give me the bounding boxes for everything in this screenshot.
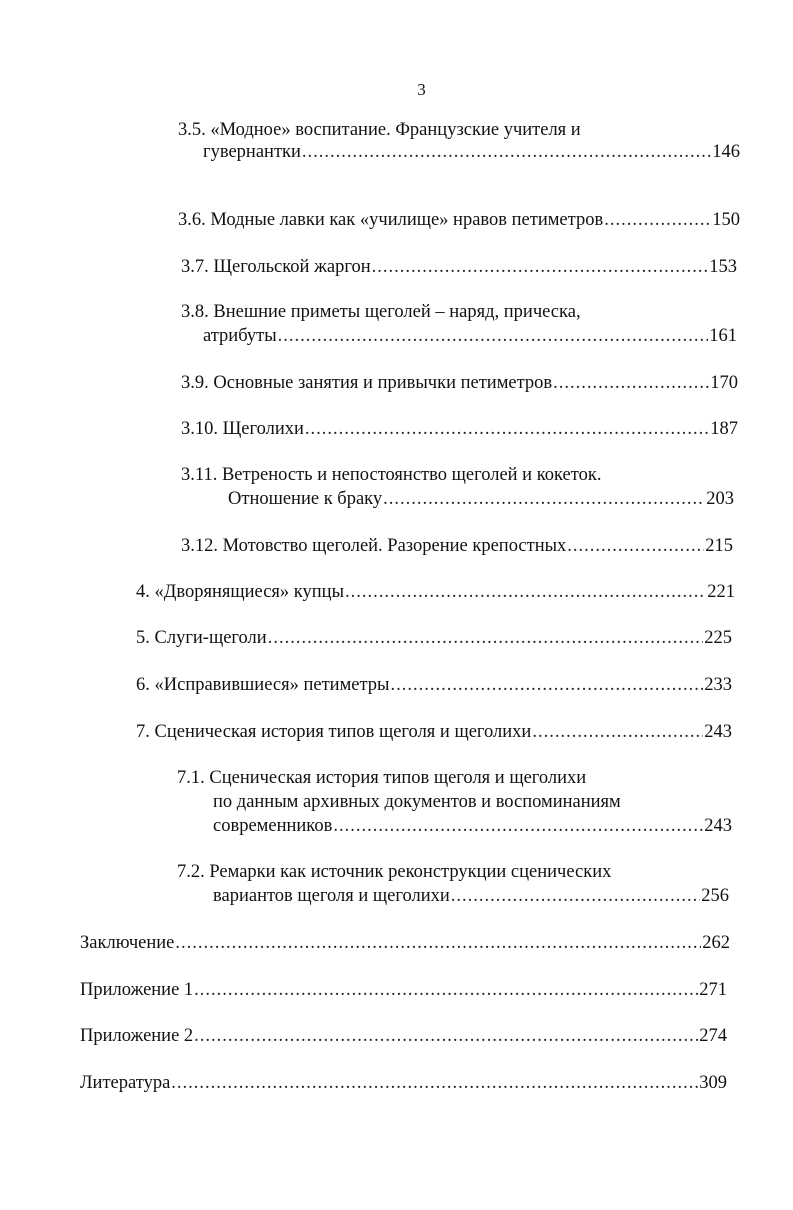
toc-entry-title: 3.9. Основные занятия и привычки петиметров [181,373,553,393]
toc-entry-page: 243 [704,816,732,836]
toc-entry-title: 3.6. Модные лавки как «училище» нравов петиметров [178,210,604,230]
toc-entry-page: 203 [706,489,734,509]
toc-entry-page: 170 [710,373,738,393]
toc-entry-5 [136,626,732,650]
dot-leader [268,626,704,650]
toc-entry-title: 4. «Дворянящиеся» купцы [136,582,345,602]
dot-leader [567,534,704,558]
toc-entry-title: Приложение 2 [80,1026,194,1046]
toc-entry-title: Приложение 1 [80,980,194,1000]
toc-entry-conclusion [80,931,730,955]
toc-entry-3-11-title-line: 3.11. Ветреность и непостоянство щеголей и кокеток. [181,465,602,485]
toc-entry-title: 6. «Исправившиеся» петиметры [136,675,390,695]
toc-entry-title: Заключение [80,933,175,953]
toc-entry-page: 271 [699,980,727,1000]
dot-leader [345,580,706,604]
toc-entry-page: 233 [704,675,732,695]
toc-entry-page: 161 [709,326,737,346]
toc-entry-3-5 [203,140,740,164]
dot-leader [532,720,703,744]
toc-entry-appendix-1 [80,978,727,1002]
toc-entry-page: 262 [702,933,730,953]
toc-entry-title: современников [213,816,333,836]
toc-entry-title: 3.10. Щеголихи [181,419,304,439]
toc-entry-page: 153 [709,257,737,277]
toc-entry-7-2 [213,884,729,908]
dot-leader [305,417,709,441]
dot-leader [194,1024,698,1048]
toc-entry-title: 3.12. Мотовство щеголей. Разорение крепостных [181,536,567,556]
toc-entry-3-7 [181,255,737,279]
toc-entry-3-6 [178,208,740,232]
toc-entry-page: 150 [712,210,740,230]
page-number: 3 [417,80,426,99]
toc-entry-title: атрибуты [203,326,277,346]
toc-entry-7-1-title-line-2: по данным архивных документов и воспоминаниям [213,792,621,812]
toc-entry-7 [136,720,732,744]
dot-leader [383,487,705,511]
toc-entry-4 [136,580,735,604]
toc-entry-3-12 [181,534,733,558]
dot-leader [604,208,711,232]
toc-entry-title: Отношение к браку [228,489,383,509]
dot-leader [278,324,709,348]
toc-entry-literature [80,1071,727,1095]
toc-entry-page: 243 [704,722,732,742]
toc-entry-title: 7. Сценическая история типов щеголя и щеголихи [136,722,532,742]
dot-leader [194,978,698,1002]
toc-entry-7-2-title-line: 7.2. Ремарки как источник реконструкции сценических [177,862,612,882]
toc-entry-page: 146 [712,142,740,162]
toc-entry-3-9 [181,371,738,395]
toc-entry-3-8 [203,324,737,348]
dot-leader [333,814,703,838]
toc-entry-7-1 [213,814,732,838]
toc-entry-page: 215 [705,536,733,556]
toc-entry-title: Литература [80,1073,171,1093]
toc-entry-title: 3.7. Щегольской жаргон [181,257,371,277]
dot-leader [302,140,711,164]
toc-entry-page: 187 [710,419,738,439]
dot-leader [175,931,701,955]
toc-entry-6 [136,673,732,697]
toc-entry-appendix-2 [80,1024,727,1048]
toc-entry-3-11 [228,487,734,511]
toc-entry-title: 5. Слуги-щеголи [136,628,267,648]
toc-entry-page: 225 [704,628,732,648]
dot-leader [372,255,709,279]
toc-entry-page: 309 [699,1073,727,1093]
toc-entry-3-10 [181,417,738,441]
toc-entry-3-8-title-line: 3.8. Внешние приметы щеголей – наряд, прическа, [181,302,581,322]
toc-entry-page: 256 [701,886,729,906]
toc-entry-page: 221 [707,582,735,602]
toc-entry-7-1-title-line: 7.1. Сценическая история типов щеголя и щеголихи [177,768,587,788]
dot-leader [390,673,703,697]
dot-leader [451,884,700,908]
toc-entry-title: гувернантки [203,142,301,162]
dot-leader [171,1071,698,1095]
dot-leader [553,371,709,395]
toc-entry-page: 274 [699,1026,727,1046]
toc-entry-title: вариантов щеголя и щеголихи [213,886,450,906]
toc-entry-3-5-title-line: 3.5. «Модное» воспитание. Французские учителя и [178,120,581,140]
